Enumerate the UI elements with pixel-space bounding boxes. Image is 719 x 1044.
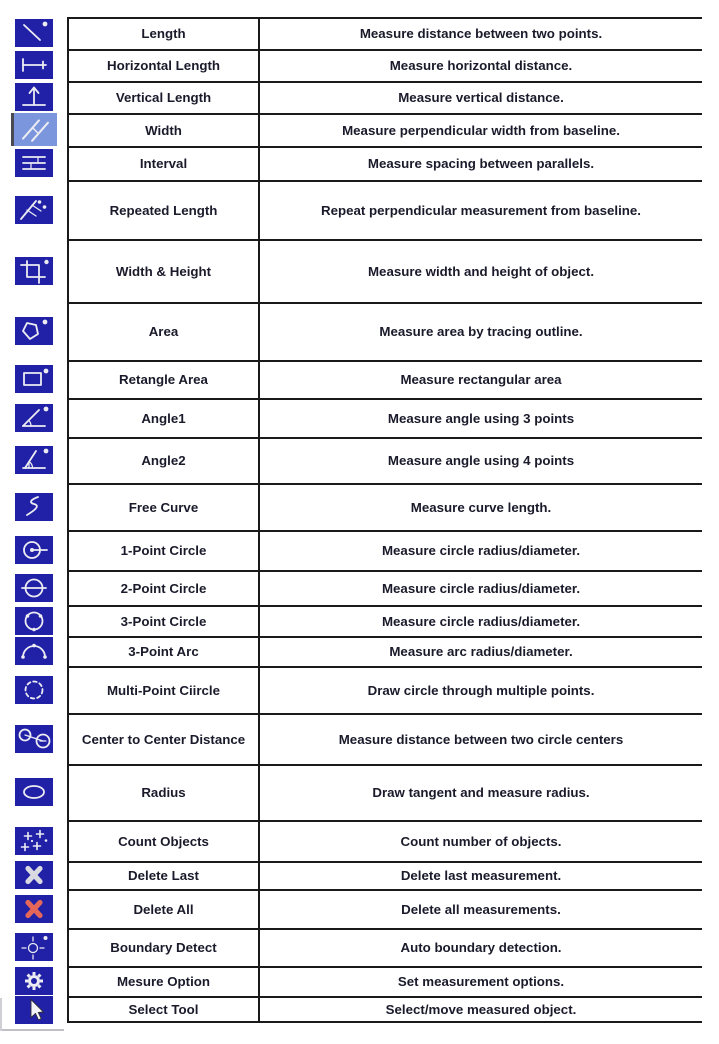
icon-cell [0, 764, 67, 820]
tool-description: Measure angle using 3 points [258, 398, 702, 437]
table-row [0, 437, 702, 483]
tool-name: Multi-Point Ciircle [67, 666, 258, 713]
tool-name: Angle2 [67, 437, 258, 483]
table-row [0, 966, 702, 996]
three-point-arc-icon[interactable] [15, 637, 53, 665]
multi-point-circle-icon[interactable] [15, 676, 53, 704]
tool-description: Measure width and height of object. [258, 239, 702, 302]
tool-name: Radius [67, 764, 258, 820]
icon-cell [0, 302, 67, 360]
tool-description: Measure area by tracing outline. [258, 302, 702, 360]
free-curve-icon[interactable] [15, 493, 53, 521]
tool-name: Width & Height [67, 239, 258, 302]
icon-cell [0, 666, 67, 713]
select-tool-icon[interactable] [15, 996, 53, 1024]
angle2-icon[interactable] [15, 446, 53, 474]
table-row [0, 483, 702, 530]
tool-description: Measure rectangular area [258, 360, 702, 398]
table-row [0, 530, 702, 570]
table-row [0, 861, 702, 889]
icon-cell [0, 966, 67, 996]
table-row [0, 180, 702, 239]
width-height-icon[interactable] [15, 257, 53, 285]
table-row [0, 605, 702, 636]
icon-cell [0, 570, 67, 605]
tool-description: Measure circle radius/diameter. [258, 570, 702, 605]
table-row [0, 636, 702, 666]
icon-cell [0, 820, 67, 861]
tool-description: Measure distance between two circle centers [258, 713, 702, 764]
tool-description: Measure vertical distance. [258, 81, 702, 113]
table-row [0, 928, 702, 966]
tool-name: Width [67, 113, 258, 146]
tool-reference-table [0, 17, 702, 1023]
count-objects-icon[interactable] [15, 827, 53, 855]
tool-description: Measure arc radius/diameter. [258, 636, 702, 666]
table-row [0, 49, 702, 81]
angle1-icon[interactable] [15, 404, 53, 432]
tool-name: 3-Point Arc [67, 636, 258, 666]
tool-description: Measure perpendicular width from baseline. [258, 113, 702, 146]
tool-name: Delete All [67, 889, 258, 928]
icon-cell [0, 861, 67, 889]
tool-name: Select Tool [67, 996, 258, 1023]
toolbar-left-edge [0, 998, 2, 1031]
icon-cell [0, 483, 67, 530]
table-row [0, 302, 702, 360]
tool-description: Set measurement options. [258, 966, 702, 996]
tool-name: Free Curve [67, 483, 258, 530]
tool-name: Area [67, 302, 258, 360]
measure-option-icon[interactable] [15, 967, 53, 995]
tool-name: Center to Center Distance [67, 713, 258, 764]
icon-cell [0, 928, 67, 966]
tool-description: Repeat perpendicular measurement from baseline. [258, 180, 702, 239]
icon-cell [0, 360, 67, 398]
tool-description: Delete last measurement. [258, 861, 702, 889]
repeated-length-icon[interactable] [15, 196, 53, 224]
icon-cell [0, 605, 67, 636]
tool-name: Retangle Area [67, 360, 258, 398]
delete-last-icon[interactable] [15, 861, 53, 889]
tool-description: Measure circle radius/diameter. [258, 605, 702, 636]
table-row [0, 398, 702, 437]
icon-cell [0, 49, 67, 81]
icon-cell [0, 437, 67, 483]
icon-cell [0, 113, 67, 146]
tool-description: Count number of objects. [258, 820, 702, 861]
tool-description: Measure distance between two points. [258, 17, 702, 49]
tool-name: Mesure Option [67, 966, 258, 996]
icon-cell [0, 889, 67, 928]
tool-name: 2-Point Circle [67, 570, 258, 605]
tool-name: 1-Point Circle [67, 530, 258, 570]
tool-name: Interval [67, 146, 258, 180]
table-row [0, 889, 702, 928]
boundary-detect-icon[interactable] [15, 933, 53, 961]
icon-cell [0, 180, 67, 239]
tool-name: Boundary Detect [67, 928, 258, 966]
table-row [0, 570, 702, 605]
icon-cell [0, 530, 67, 570]
tool-name: Count Objects [67, 820, 258, 861]
icon-cell [0, 81, 67, 113]
table-row [0, 996, 702, 1023]
icon-cell [0, 636, 67, 666]
tool-name: Angle1 [67, 398, 258, 437]
icon-cell [0, 17, 67, 49]
two-point-circle-icon[interactable] [15, 574, 53, 602]
length-icon[interactable] [15, 19, 53, 47]
tool-description: Auto boundary detection. [258, 928, 702, 966]
tool-description: Draw tangent and measure radius. [258, 764, 702, 820]
icon-cell [0, 239, 67, 302]
tool-description: Delete all measurements. [258, 889, 702, 928]
icon-cell [0, 146, 67, 180]
horizontal-length-icon[interactable] [15, 51, 53, 79]
table-row [0, 81, 702, 113]
one-point-circle-icon[interactable] [15, 536, 53, 564]
table-row [0, 360, 702, 398]
table-row [0, 666, 702, 713]
icon-cell [0, 398, 67, 437]
tool-description: Select/move measured object. [258, 996, 702, 1023]
table-row [0, 239, 702, 302]
interval-icon[interactable] [15, 149, 53, 177]
table-row [0, 146, 702, 180]
tool-description: Measure circle radius/diameter. [258, 530, 702, 570]
table-row [0, 17, 702, 49]
tool-name: Delete Last [67, 861, 258, 889]
center-to-center-distance-icon[interactable] [15, 725, 53, 753]
tool-description: Measure curve length. [258, 483, 702, 530]
icon-cell [0, 713, 67, 764]
delete-all-icon[interactable] [15, 895, 53, 923]
table-row [0, 113, 702, 146]
tool-name: Vertical Length [67, 81, 258, 113]
tool-description: Measure spacing between parallels. [258, 146, 702, 180]
area-icon[interactable] [15, 317, 53, 345]
tool-description: Draw circle through multiple points. [258, 666, 702, 713]
rectangle-area-icon[interactable] [15, 365, 53, 393]
table-row [0, 713, 702, 764]
tool-description: Measure angle using 4 points [258, 437, 702, 483]
table-row [0, 820, 702, 861]
tool-name: 3-Point Circle [67, 605, 258, 636]
tool-description: Measure horizontal distance. [258, 49, 702, 81]
vertical-length-icon[interactable] [15, 83, 53, 111]
three-point-circle-icon[interactable] [15, 607, 53, 635]
table-row [0, 764, 702, 820]
tool-name: Horizontal Length [67, 49, 258, 81]
toolbar-bottom-edge [0, 1029, 64, 1031]
width-icon[interactable] [11, 113, 57, 146]
tool-name: Length [67, 17, 258, 49]
icon-cell [0, 996, 67, 1023]
tool-name: Repeated Length [67, 180, 258, 239]
radius-icon[interactable] [15, 778, 53, 806]
